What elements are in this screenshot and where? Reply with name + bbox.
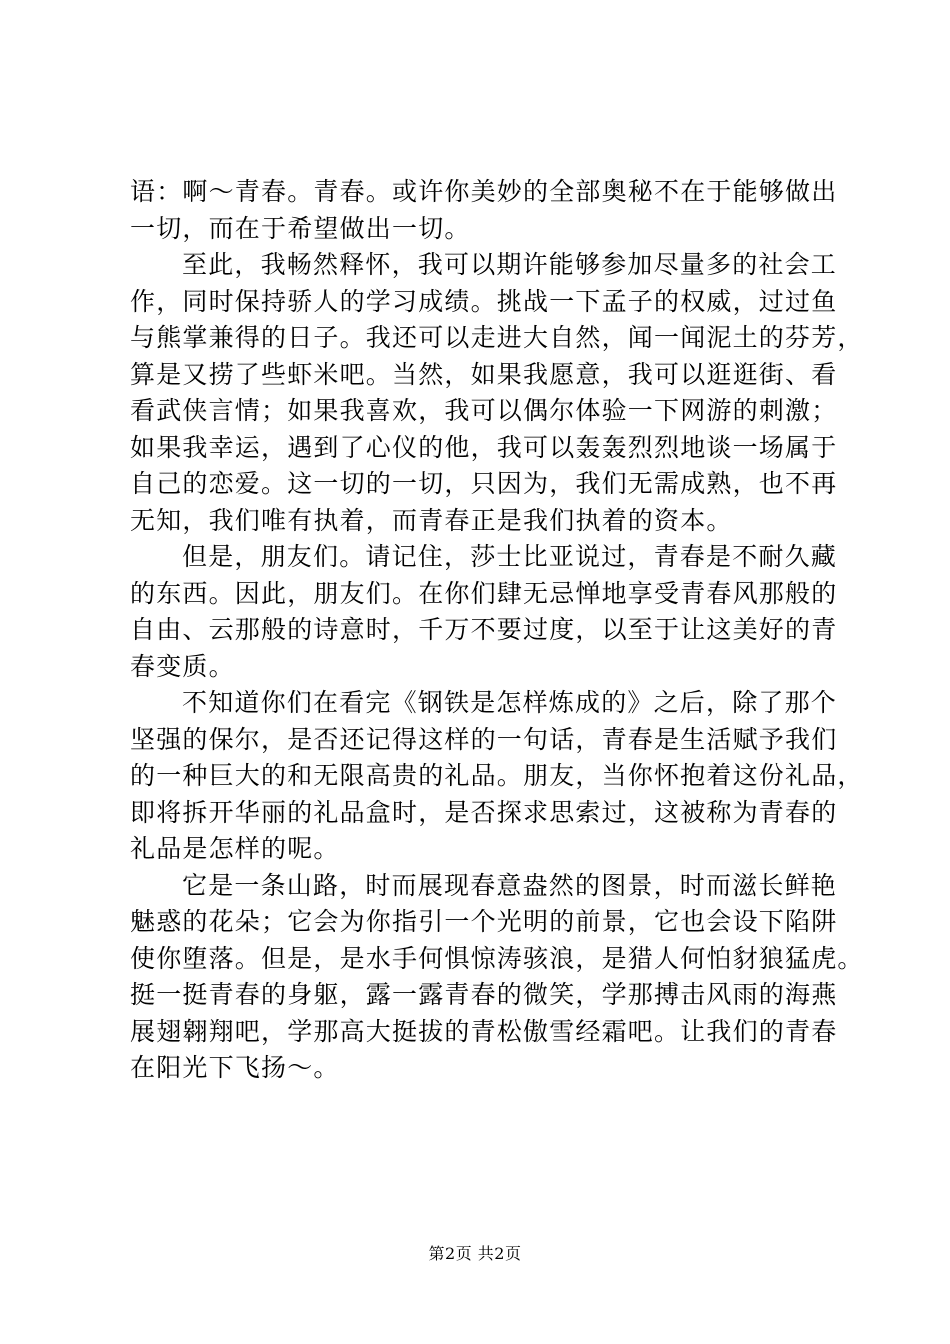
text-line: 挺一挺青春的身躯，露一露青春的微笑，学那搏击风雨的海燕: [130, 980, 838, 1009]
text-line: 算是又捞了些虾米吧。当然，如果我愿意，我可以逛逛街、看: [130, 359, 838, 389]
paragraph: [130, 868, 864, 1087]
text-line: 展翅翱翔吧，学那高大挺拔的青松傲雪经霜吧。让我们的青春: [130, 1016, 838, 1046]
text-line: 使你堕落。但是，是水手何惧惊涛骇浪，是猎人何怕豺狼猛虎。: [130, 943, 864, 973]
text-line: 礼品是怎样的呢。: [130, 834, 340, 863]
paragraph: [130, 247, 864, 539]
text-line: 它是一条山路，时而展现春意盎然的图景，时而滋长鲜艳: [182, 870, 838, 900]
page-footer: 第2页 共2页: [428, 1244, 522, 1263]
text-line: 即将拆开华丽的礼品盒时，是否探求思索过，这被称为青春的: [130, 797, 838, 827]
text-line: 坚强的保尔，是否还记得这样的一句话，青春是生活赋予我们: [130, 724, 838, 754]
text-line: 春变质。: [130, 651, 235, 681]
text-line: 但是，朋友们。请记住，莎士比亚说过，青春是不耐久藏: [182, 542, 838, 571]
text-line: 如果我幸运，遇到了心仪的他，我可以轰轰烈烈地谈一场属于: [130, 432, 838, 462]
paragraph: [130, 539, 838, 685]
text-line: 自己的恋爱。这一切的一切，只因为，我们无需成熟，也不再: [130, 469, 838, 498]
text-line: 至此，我畅然释怀，我可以期许能够参加尽量多的社会工: [182, 250, 838, 279]
paragraph-list: [130, 174, 864, 1087]
paragraph: [130, 685, 864, 868]
text-line: 自由、云那般的诗意时，千万不要过度，以至于让这美好的青: [130, 615, 838, 644]
document-body: [130, 174, 864, 1087]
text-line: 不知道你们在看完《钢铁是怎样炼成的》之后，除了那个: [182, 688, 838, 717]
text-line: 的东西。因此，朋友们。在你们肆无忌惮地享受青春风那般的: [130, 578, 838, 608]
text-line: 在阳光下飞扬～。: [130, 1053, 340, 1082]
text-line: 语：啊～青春。青春。或许你美妙的全部奥秘不在于能够做出: [130, 177, 838, 206]
text-line: 无知，我们唯有执着，而青春正是我们执着的资本。: [130, 505, 733, 535]
text-line: 的一种巨大的和无限高贵的礼品。朋友，当你怀抱着这份礼品，: [130, 761, 864, 790]
text-line: 与熊掌兼得的日子。我还可以走进大自然，闻一闻泥土的芬芳，: [130, 323, 864, 352]
text-line: 一切，而在于希望做出一切。: [130, 213, 471, 243]
text-line: 魅惑的花朵；它会为你指引一个光明的前景，它也会设下陷阱: [130, 907, 838, 936]
text-line: 看武侠言情；如果我喜欢，我可以偶尔体验一下网游的刺激；: [130, 396, 838, 425]
paragraph: [130, 174, 838, 247]
text-line: 作，同时保持骄人的学习成绩。挑战一下孟子的权威，过过鱼: [130, 286, 838, 316]
